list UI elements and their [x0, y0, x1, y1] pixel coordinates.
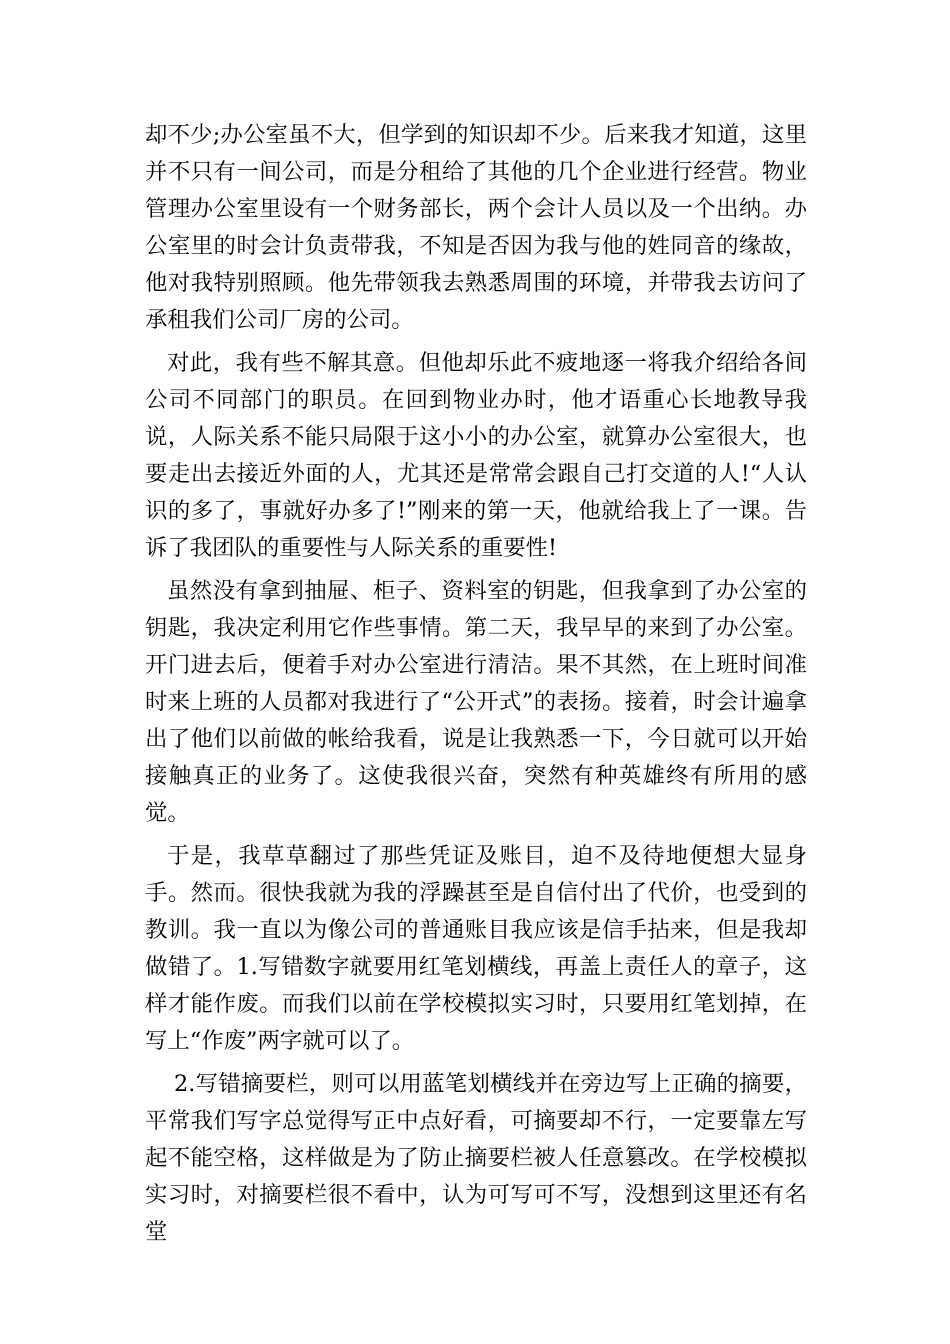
- paragraph-3: 虽然没有拿到抽屉、柜子、资料室的钥匙，但我拿到了办公室的钥匙，我决定利用它作些事情。第二天，我早早的来到了办公室。开门进去后，便着手对办公室进行清洁。果不其然，在上班时间准时来上班的人员都对我进行了“公开式”的表扬。接着，时会计遍拿出了他们以前做的帐给我看，说是让我熟悉一下，今日就可以开始接触真正的业务了。这使我很兴奋，突然有种英雄终有所用的感觉。: [145, 578, 807, 826]
- document-body: [145, 117, 807, 1251]
- paragraph-4: 于是，我草草翻过了那些凭证及账目，迫不及待地便想大显身手。然而。很快我就为我的浮躁甚至是自信付出了代价，也受到的教训。我一直以为像公司的普通账目我应该是信手拈来，但是我却做错了。1.写错数字就要用红笔划横线，再盖上责任人的章子，这样才能作废。而我们以前在学校模拟实习时，只要用红笔划掉，在写上“作废”两字就可以了。: [145, 843, 807, 1054]
- paragraph-2: 对此，我有些不解其意。但他却乐此不疲地逐一将我介绍给各间公司不同部门的职员。在回到物业办时，他才语重心长地教导我说，人际关系不能只局限于这小小的办公室，就算办公室很大，也要走出去接近外面的人，尤其还是常常会跟自己打交道的人!“人认识的多了，事就好办多了!”刚来的第一天，他就给我上了一课。告诉了我团队的重要性与人际关系的重要性!: [145, 350, 807, 561]
- paragraph-1: 却不少;办公室虽不大，但学到的知识却不少。后来我才知道，这里并不只有一间公司，而是分租给了其他的几个企业进行经营。物业管理办公室里设有一个财务部长，两个会计人员以及一个出纳。办公室里的时会计负责带我，不知是否因为我与他的姓同音的缘故，他对我特别照顾。他先带领我去熟悉周围的环境，并带我去访问了承租我们公司厂房的公司。: [145, 122, 807, 333]
- paragraph-5: 2.写错摘要栏，则可以用蓝笔划横线并在旁边写上正确的摘要，平常我们写字总觉得写正中点好看，可摘要却不行，一定要靠左写起不能空格，这样做是为了防止摘要栏被人任意篡改。在学校模拟实习时，对摘要栏很不看中，认为可写可不写，没想到这里还有名堂: [145, 1071, 807, 1245]
